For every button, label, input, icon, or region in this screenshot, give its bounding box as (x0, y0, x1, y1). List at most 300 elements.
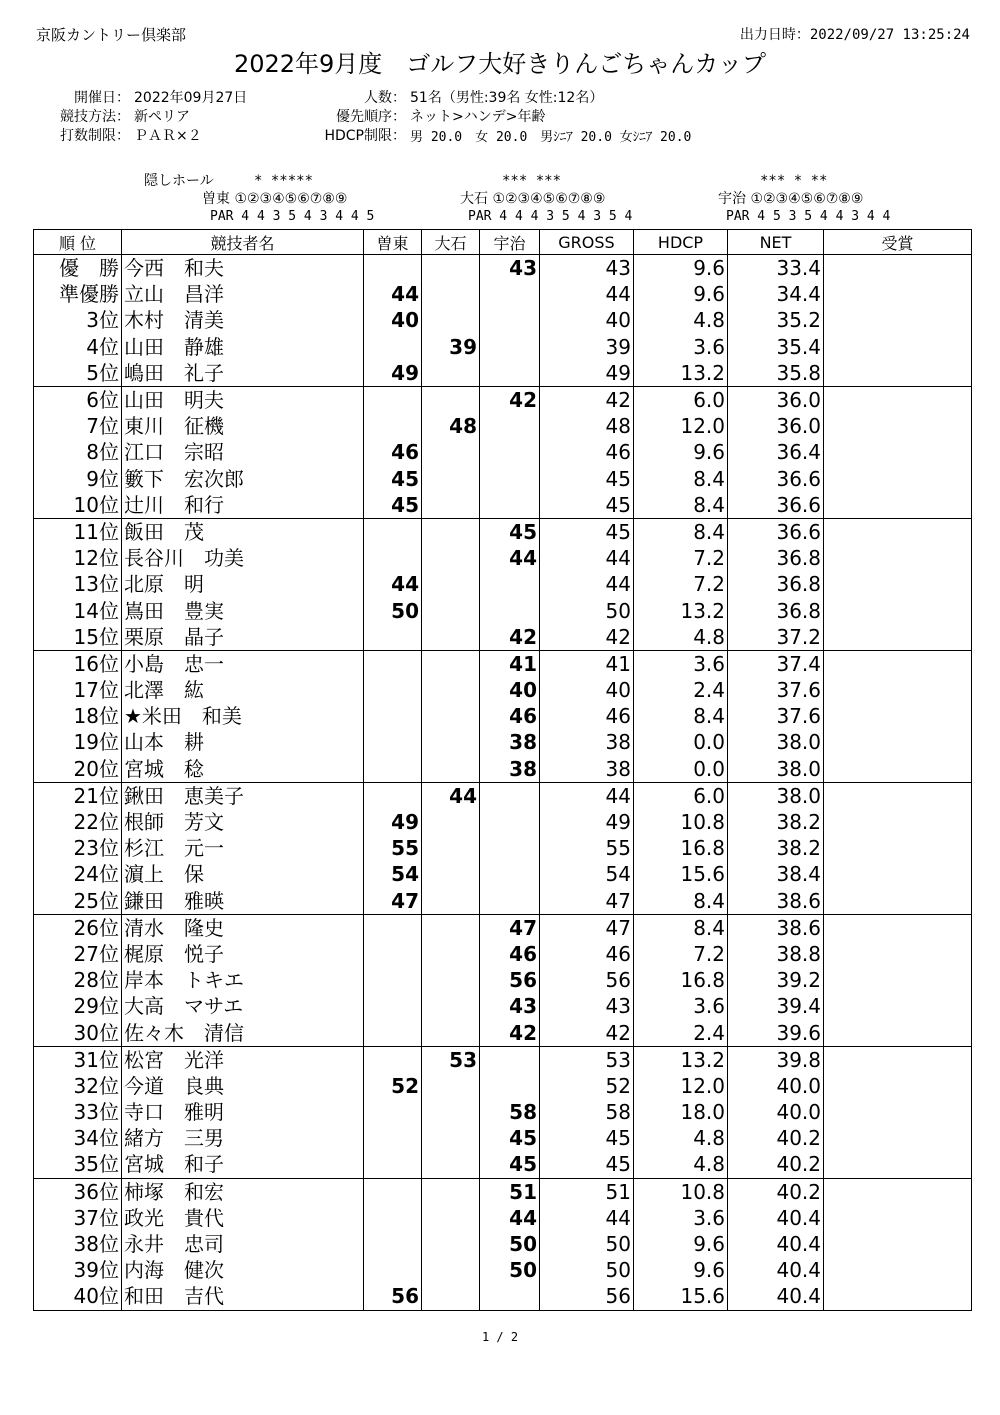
player-name-cell: 東川 征機 (122, 413, 364, 439)
table-row (34, 1019, 972, 1046)
gross-cell: 56 (540, 1283, 634, 1310)
rank-cell: 12位 (34, 545, 122, 571)
gross-cell: 49 (540, 360, 634, 387)
gross-cell: 45 (540, 518, 634, 545)
award-cell (824, 756, 972, 783)
net-cell: 40.4 (728, 1205, 824, 1231)
gross-cell: 46 (540, 439, 634, 465)
oishi-score-cell (422, 1178, 480, 1205)
award-cell (824, 624, 972, 651)
hole-numbers: ①②③④⑤⑥⑦⑧⑨ (234, 191, 348, 207)
rank-cell: 33位 (34, 1099, 122, 1125)
rank-cell: 7位 (34, 413, 122, 439)
table-row (34, 835, 972, 861)
table-row (34, 914, 972, 941)
table-row (34, 492, 972, 519)
priority-label: 優先順序： (336, 109, 406, 125)
oishi-score-cell (422, 466, 480, 492)
gross-cell: 40 (540, 677, 634, 703)
player-name-cell: 根師 芳文 (122, 809, 364, 835)
page-title: 2022年9月度 ゴルフ大好きりんごちゃんカップ (233, 50, 767, 78)
sotou-score-cell (364, 1019, 422, 1046)
oishi-score-cell (422, 545, 480, 571)
uji-score-cell: 42 (480, 624, 540, 651)
gross-cell: 53 (540, 1046, 634, 1073)
uji-score-cell (480, 888, 540, 915)
rank-cell: 23位 (34, 835, 122, 861)
hdcp-cell: 12.0 (634, 413, 728, 439)
award-cell (824, 1046, 972, 1073)
course-name: 曽東 (202, 191, 230, 207)
table-row (34, 650, 972, 677)
uji-score-cell (480, 782, 540, 809)
par-row: PAR 4 4 4 3 5 4 3 5 4 (468, 209, 633, 224)
gross-cell: 50 (540, 1231, 634, 1257)
award-cell (824, 281, 972, 307)
player-name-cell: 寺口 雅明 (122, 1099, 364, 1125)
sotou-score-cell (364, 756, 422, 783)
award-cell (824, 914, 972, 941)
player-name-cell: 北澤 紘 (122, 677, 364, 703)
uji-score-cell: 44 (480, 545, 540, 571)
net-cell: 38.2 (728, 835, 824, 861)
net-cell: 40.2 (728, 1178, 824, 1205)
table-row (34, 545, 972, 571)
player-name-cell: 長谷川 功美 (122, 545, 364, 571)
award-cell (824, 1125, 972, 1151)
uji-score-cell: 51 (480, 1178, 540, 1205)
net-cell: 39.2 (728, 967, 824, 993)
oishi-score-cell (422, 967, 480, 993)
rank-cell: 21位 (34, 782, 122, 809)
hdcp-cell: 4.8 (634, 624, 728, 651)
sotou-score-cell (364, 386, 422, 413)
sotou-score-cell (364, 993, 422, 1019)
oishi-score-cell (422, 386, 480, 413)
oishi-score-cell: 53 (422, 1046, 480, 1073)
net-cell: 40.2 (728, 1125, 824, 1151)
sotou-score-cell (364, 1046, 422, 1073)
gross-cell: 41 (540, 650, 634, 677)
table-row (34, 888, 972, 915)
award-cell (824, 492, 972, 519)
hdcp-cell: 13.2 (634, 1046, 728, 1073)
column-header-rank: 順 位 (34, 230, 122, 255)
gross-cell: 42 (540, 386, 634, 413)
table-row (34, 571, 972, 597)
uji-score-cell (480, 1046, 540, 1073)
table-row (34, 861, 972, 887)
net-cell: 38.6 (728, 888, 824, 915)
hdcp-cell: 8.4 (634, 914, 728, 941)
award-cell (824, 941, 972, 967)
rank-cell: 8位 (34, 439, 122, 465)
rank-cell: 26位 (34, 914, 122, 941)
net-cell: 36.6 (728, 492, 824, 519)
sotou-score-cell (364, 334, 422, 360)
player-name-cell: 今道 良典 (122, 1073, 364, 1099)
net-cell: 40.0 (728, 1099, 824, 1125)
net-cell: 38.6 (728, 914, 824, 941)
uji-score-cell: 38 (480, 729, 540, 755)
people-label: 人数： (364, 90, 406, 106)
hdcp-cell: 2.4 (634, 677, 728, 703)
gross-cell: 44 (540, 782, 634, 809)
award-cell (824, 1151, 972, 1178)
uji-score-cell: 43 (480, 993, 540, 1019)
sotou-score-cell (364, 677, 422, 703)
hdcp-cell: 6.0 (634, 782, 728, 809)
sotou-score-cell (364, 545, 422, 571)
column-header-net: NET (728, 230, 824, 255)
rank-cell: 6位 (34, 386, 122, 413)
rank-cell: 22位 (34, 809, 122, 835)
oishi-score-cell (422, 756, 480, 783)
award-cell (824, 334, 972, 360)
rank-cell: 24位 (34, 861, 122, 887)
net-cell: 36.4 (728, 439, 824, 465)
rank-cell: 34位 (34, 1125, 122, 1151)
column-header-gross: GROSS (540, 230, 634, 255)
hdcp-cell: 0.0 (634, 729, 728, 755)
net-cell: 36.0 (728, 386, 824, 413)
uji-score-cell (480, 439, 540, 465)
player-name-cell: 立山 昌洋 (122, 281, 364, 307)
uji-score-cell (480, 307, 540, 333)
column-header-uji: 宇治 (480, 230, 540, 255)
gross-cell: 44 (540, 545, 634, 571)
gross-cell: 50 (540, 597, 634, 623)
table-row (34, 1283, 972, 1310)
table-row (34, 967, 972, 993)
net-cell: 36.8 (728, 571, 824, 597)
award-cell (824, 1231, 972, 1257)
hdcp-cell: 9.6 (634, 1231, 728, 1257)
rank-cell: 28位 (34, 967, 122, 993)
uji-score-cell: 45 (480, 1125, 540, 1151)
course-name: 大石 (460, 191, 488, 207)
page-number: 1 / 2 (481, 1330, 519, 1344)
hdcp-cell: 15.6 (634, 861, 728, 887)
award-cell (824, 782, 972, 809)
player-name-cell: 濵上 保 (122, 861, 364, 887)
award-cell (824, 1019, 972, 1046)
oishi-score-cell (422, 1257, 480, 1283)
par-row: PAR 4 4 3 5 4 3 4 4 5 (210, 209, 375, 224)
uji-score-cell: 43 (480, 255, 540, 282)
player-name-cell: 飯田 茂 (122, 518, 364, 545)
award-cell (824, 439, 972, 465)
sotou-score-cell (364, 1231, 422, 1257)
player-name-cell: 永井 忠司 (122, 1231, 364, 1257)
award-cell (824, 861, 972, 887)
rank-cell: 優 勝 (34, 255, 122, 282)
limit-value: ＰＡＲ×２ (134, 128, 202, 144)
hdcp-cell: 9.6 (634, 1257, 728, 1283)
hdcp-cell: 7.2 (634, 941, 728, 967)
hdcp-cell: 2.4 (634, 1019, 728, 1046)
uji-score-cell: 56 (480, 967, 540, 993)
people-value: 51名（男性:39名 女性:12名） (410, 90, 604, 106)
award-cell (824, 1073, 972, 1099)
sotou-score-cell: 45 (364, 466, 422, 492)
hdcp-cell: 8.4 (634, 466, 728, 492)
sotou-score-cell (364, 413, 422, 439)
player-name-cell: 鍬田 恵美子 (122, 782, 364, 809)
rank-cell: 準優勝 (34, 281, 122, 307)
method-label: 競技方法： (60, 109, 130, 125)
award-cell (824, 1257, 972, 1283)
net-cell: 33.4 (728, 255, 824, 282)
gross-cell: 49 (540, 809, 634, 835)
award-cell (824, 809, 972, 835)
uji-score-cell: 47 (480, 914, 540, 941)
gross-cell: 55 (540, 835, 634, 861)
oishi-score-cell (422, 1073, 480, 1099)
rank-cell: 10位 (34, 492, 122, 519)
uji-score-cell: 44 (480, 1205, 540, 1231)
rank-cell: 5位 (34, 360, 122, 387)
oishi-score-cell (422, 1205, 480, 1231)
column-header-oishi: 大石 (422, 230, 480, 255)
player-name-cell: 宮城 和子 (122, 1151, 364, 1178)
table-row (34, 703, 972, 729)
hidden-marks: *** * ** (760, 173, 828, 189)
oishi-score-cell (422, 703, 480, 729)
sotou-score-cell (364, 941, 422, 967)
table-row (34, 1046, 972, 1073)
hdcp-cell: 4.8 (634, 1125, 728, 1151)
gross-cell: 38 (540, 756, 634, 783)
sotou-score-cell: 47 (364, 888, 422, 915)
gross-cell: 58 (540, 1099, 634, 1125)
player-name-cell: 緒方 三男 (122, 1125, 364, 1151)
oishi-score-cell (422, 518, 480, 545)
oishi-score-cell (422, 281, 480, 307)
player-name-cell: 今西 和夫 (122, 255, 364, 282)
hdcp-cell: 10.8 (634, 1178, 728, 1205)
rank-cell: 3位 (34, 307, 122, 333)
player-name-cell: 江口 宗昭 (122, 439, 364, 465)
sotou-score-cell: 46 (364, 439, 422, 465)
oishi-score-cell (422, 1283, 480, 1310)
player-name-cell: 嶌田 豊実 (122, 597, 364, 623)
rank-cell: 13位 (34, 571, 122, 597)
gross-cell: 52 (540, 1073, 634, 1099)
oishi-score-cell (422, 624, 480, 651)
player-name-cell: 大高 マサエ (122, 993, 364, 1019)
player-name-cell: 梶原 悦子 (122, 941, 364, 967)
oishi-score-cell (422, 1231, 480, 1257)
gross-cell: 56 (540, 967, 634, 993)
hdcp-cell: 4.8 (634, 307, 728, 333)
net-cell: 40.4 (728, 1283, 824, 1310)
award-cell (824, 597, 972, 623)
oishi-score-cell (422, 835, 480, 861)
uji-score-cell (480, 466, 540, 492)
player-name-cell: 柿塚 和宏 (122, 1178, 364, 1205)
gross-cell: 45 (540, 1151, 634, 1178)
rank-cell: 11位 (34, 518, 122, 545)
sotou-score-cell (364, 1099, 422, 1125)
hdcp-cell: 9.6 (634, 255, 728, 282)
oishi-score-cell (422, 1151, 480, 1178)
oishi-score-cell (422, 439, 480, 465)
table-row (34, 993, 972, 1019)
table-row (34, 518, 972, 545)
net-cell: 34.4 (728, 281, 824, 307)
uji-score-cell (480, 492, 540, 519)
table-row (34, 597, 972, 623)
player-name-cell: 佐々木 清信 (122, 1019, 364, 1046)
hdcp-cell: 8.4 (634, 703, 728, 729)
hidden-marks: *** *** (502, 173, 562, 189)
net-cell: 40.0 (728, 1073, 824, 1099)
net-cell: 36.6 (728, 518, 824, 545)
net-cell: 38.4 (728, 861, 824, 887)
gross-cell: 42 (540, 624, 634, 651)
player-name-cell: 清水 隆史 (122, 914, 364, 941)
rank-cell: 20位 (34, 756, 122, 783)
player-name-cell: 山本 耕 (122, 729, 364, 755)
gross-cell: 45 (540, 492, 634, 519)
oishi-score-cell (422, 993, 480, 1019)
award-cell (824, 677, 972, 703)
gross-cell: 44 (540, 1205, 634, 1231)
sotou-score-cell (364, 255, 422, 282)
oishi-score-cell (422, 861, 480, 887)
rank-cell: 36位 (34, 1178, 122, 1205)
rank-cell: 39位 (34, 1257, 122, 1283)
sotou-score-cell: 54 (364, 861, 422, 887)
par-row: PAR 4 5 3 5 4 4 3 4 4 (726, 209, 891, 224)
award-cell (824, 967, 972, 993)
net-cell: 40.2 (728, 1151, 824, 1178)
rank-cell: 37位 (34, 1205, 122, 1231)
player-name-cell: ★米田 和美 (122, 703, 364, 729)
uji-score-cell (480, 281, 540, 307)
net-cell: 38.0 (728, 756, 824, 783)
table-row (34, 1151, 972, 1178)
sotou-score-cell: 55 (364, 835, 422, 861)
hdcp-cell: 3.6 (634, 993, 728, 1019)
player-name-cell: 山田 明夫 (122, 386, 364, 413)
gross-cell: 38 (540, 729, 634, 755)
sotou-score-cell (364, 650, 422, 677)
hdcp-cell: 6.0 (634, 386, 728, 413)
uji-score-cell (480, 571, 540, 597)
net-cell: 39.8 (728, 1046, 824, 1073)
hdcp-cell: 7.2 (634, 571, 728, 597)
rank-cell: 31位 (34, 1046, 122, 1073)
uji-score-cell: 41 (480, 650, 540, 677)
oishi-score-cell (422, 360, 480, 387)
uji-score-cell (480, 1283, 540, 1310)
hdcp-limit-label: HDCP制限： (324, 128, 406, 144)
column-header-name: 競技者名 (122, 230, 364, 255)
gross-cell: 39 (540, 334, 634, 360)
hdcp-cell: 13.2 (634, 360, 728, 387)
oishi-score-cell (422, 1019, 480, 1046)
player-name-cell: 鎌田 雅暎 (122, 888, 364, 915)
net-cell: 36.6 (728, 466, 824, 492)
table-row (34, 334, 972, 360)
oishi-score-cell: 44 (422, 782, 480, 809)
rank-cell: 15位 (34, 624, 122, 651)
award-cell (824, 1099, 972, 1125)
club-name: 京阪カントリー倶楽部 (36, 26, 187, 44)
table-header-row (34, 230, 972, 255)
player-name-cell: 内海 健次 (122, 1257, 364, 1283)
award-cell (824, 307, 972, 333)
uji-score-cell: 45 (480, 1151, 540, 1178)
hdcp-cell: 8.4 (634, 492, 728, 519)
player-name-cell: 松宮 光洋 (122, 1046, 364, 1073)
hdcp-cell: 0.0 (634, 756, 728, 783)
course-block-oishi (460, 172, 632, 226)
sotou-score-cell (364, 518, 422, 545)
oishi-score-cell: 39 (422, 334, 480, 360)
column-header-award: 受賞 (824, 230, 972, 255)
table-row (34, 1257, 972, 1283)
sotou-score-cell: 40 (364, 307, 422, 333)
net-cell: 40.4 (728, 1231, 824, 1257)
results-table (33, 229, 972, 1311)
award-cell (824, 703, 972, 729)
sotou-score-cell (364, 624, 422, 651)
hdcp-cell: 8.4 (634, 888, 728, 915)
award-cell (824, 650, 972, 677)
uji-score-cell: 42 (480, 386, 540, 413)
course-block-sotou (202, 172, 374, 226)
uji-score-cell (480, 360, 540, 387)
rank-cell: 38位 (34, 1231, 122, 1257)
sotou-score-cell: 49 (364, 360, 422, 387)
hole-numbers: ①②③④⑤⑥⑦⑧⑨ (750, 191, 864, 207)
gross-cell: 50 (540, 1257, 634, 1283)
rank-cell: 18位 (34, 703, 122, 729)
net-cell: 39.4 (728, 993, 824, 1019)
net-cell: 35.8 (728, 360, 824, 387)
oishi-score-cell: 48 (422, 413, 480, 439)
oishi-score-cell (422, 729, 480, 755)
award-cell (824, 1178, 972, 1205)
table-row (34, 756, 972, 783)
gross-cell: 43 (540, 255, 634, 282)
award-cell (824, 993, 972, 1019)
table-row (34, 624, 972, 651)
rank-cell: 16位 (34, 650, 122, 677)
gross-cell: 54 (540, 861, 634, 887)
sotou-score-cell (364, 914, 422, 941)
hole-numbers: ①②③④⑤⑥⑦⑧⑨ (492, 191, 606, 207)
player-name-cell: 山田 静雄 (122, 334, 364, 360)
net-cell: 35.4 (728, 334, 824, 360)
uji-score-cell: 46 (480, 941, 540, 967)
sotou-score-cell: 50 (364, 597, 422, 623)
hdcp-cell: 8.4 (634, 518, 728, 545)
hdcp-cell: 7.2 (634, 545, 728, 571)
player-name-cell: 嶋田 礼子 (122, 360, 364, 387)
player-name-cell: 政光 貴代 (122, 1205, 364, 1231)
award-cell (824, 518, 972, 545)
oishi-score-cell (422, 941, 480, 967)
table-row (34, 782, 972, 809)
gross-cell: 46 (540, 703, 634, 729)
table-row (34, 1205, 972, 1231)
sotou-score-cell: 44 (364, 281, 422, 307)
net-cell: 37.6 (728, 677, 824, 703)
